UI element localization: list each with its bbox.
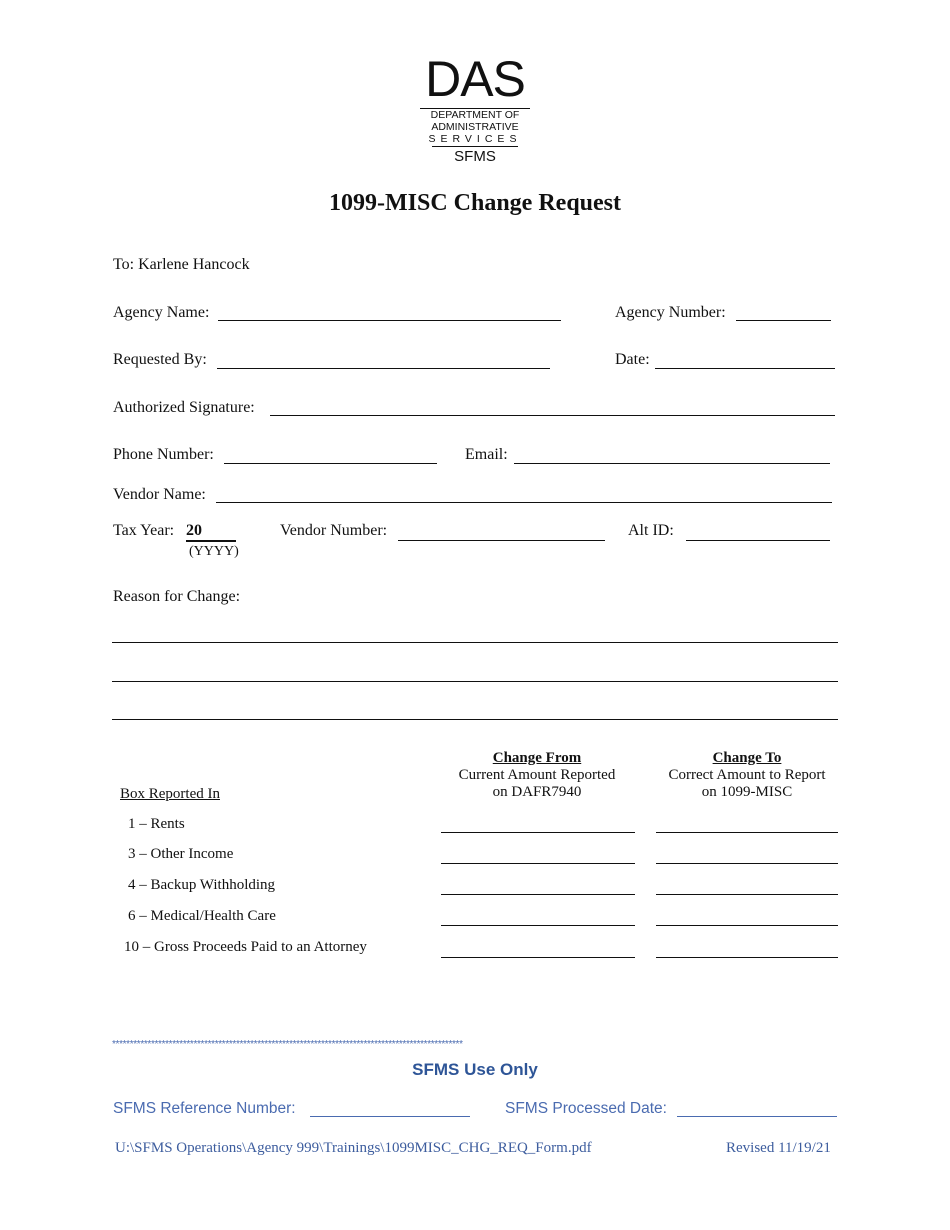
vendor-number-field[interactable] bbox=[398, 540, 605, 541]
change-to-field[interactable] bbox=[656, 894, 838, 895]
change-from-field[interactable] bbox=[441, 832, 635, 833]
logo-line: ADMINISTRATIVE bbox=[431, 121, 519, 133]
change-from-title: Change From bbox=[492, 750, 582, 766]
box-label: 3 – Other Income bbox=[128, 846, 234, 862]
change-from-sub: on DAFR7940 bbox=[492, 784, 582, 800]
agency-name-field[interactable] bbox=[218, 320, 561, 321]
box-label: 6 – Medical/Health Care bbox=[128, 908, 276, 924]
change-to-field[interactable] bbox=[656, 832, 838, 833]
change-to-field[interactable] bbox=[656, 863, 838, 864]
change-from-field[interactable] bbox=[441, 863, 635, 864]
box-label: 1 – Rents bbox=[128, 816, 185, 832]
alt-id-field[interactable] bbox=[686, 540, 830, 541]
change-to-sub: on 1099-MISC bbox=[701, 784, 793, 800]
change-from-header bbox=[437, 750, 637, 801]
sfms-processed-date-field[interactable] bbox=[677, 1116, 837, 1117]
change-to-header bbox=[647, 750, 847, 801]
sfms-reference-field[interactable] bbox=[310, 1116, 470, 1117]
logo-line: DEPARTMENT OF bbox=[420, 108, 530, 121]
alt-id-label: Alt ID: bbox=[628, 522, 674, 539]
reason-line[interactable] bbox=[112, 642, 838, 643]
das-sfms-logo bbox=[420, 50, 530, 166]
change-from-field[interactable] bbox=[441, 925, 635, 926]
box-label: 4 – Backup Withholding bbox=[128, 877, 276, 893]
logo-sfms: SFMS bbox=[432, 146, 518, 166]
tax-year-field[interactable]: 20 bbox=[186, 522, 236, 542]
date-field[interactable] bbox=[655, 368, 835, 369]
tax-year-hint: (YYYY) bbox=[189, 544, 239, 559]
requested-by-label: Requested By: bbox=[113, 351, 207, 368]
vendor-name-label: Vendor Name: bbox=[113, 486, 206, 503]
agency-name-label: Agency Name: bbox=[113, 304, 210, 321]
logo-line: SERVICES bbox=[428, 133, 522, 145]
change-to-title: Change To bbox=[712, 750, 782, 766]
requested-by-field[interactable] bbox=[217, 368, 550, 369]
change-from-field[interactable] bbox=[441, 894, 635, 895]
change-from-field[interactable] bbox=[441, 957, 635, 958]
separator-stars: *************************************************************************************************** bbox=[112, 1039, 463, 1050]
logo-das: DAS bbox=[425, 51, 525, 107]
tax-year-label: Tax Year: bbox=[113, 522, 175, 539]
phone-field[interactable] bbox=[224, 463, 437, 464]
reason-label: Reason for Change: bbox=[113, 588, 241, 605]
page-title: 1099-MISC Change Request bbox=[328, 190, 621, 216]
to-label: To: Karlene Hancock bbox=[113, 256, 250, 273]
agency-number-label: Agency Number: bbox=[615, 304, 726, 321]
change-from-sub: Current Amount Reported bbox=[458, 767, 616, 783]
sfms-reference-label: SFMS Reference Number: bbox=[113, 1100, 296, 1117]
phone-label: Phone Number: bbox=[113, 446, 214, 463]
box-reported-header: Box Reported In bbox=[120, 786, 220, 802]
date-label: Date: bbox=[615, 351, 650, 368]
sfms-processed-date-label: SFMS Processed Date: bbox=[505, 1100, 667, 1117]
vendor-number-label: Vendor Number: bbox=[280, 522, 388, 539]
reason-line[interactable] bbox=[112, 681, 838, 682]
email-field[interactable] bbox=[514, 463, 830, 464]
agency-number-field[interactable] bbox=[736, 320, 831, 321]
email-label: Email: bbox=[465, 446, 508, 463]
vendor-name-field[interactable] bbox=[216, 502, 832, 503]
revised-date: Revised 11/19/21 bbox=[726, 1140, 831, 1156]
change-to-sub: Correct Amount to Report bbox=[668, 767, 826, 783]
authorized-signature-label: Authorized Signature: bbox=[113, 399, 255, 416]
change-to-field[interactable] bbox=[656, 925, 838, 926]
sfms-use-only-heading: SFMS Use Only bbox=[412, 1060, 538, 1079]
box-label: 10 – Gross Proceeds Paid to an Attorney bbox=[124, 939, 367, 955]
reason-line[interactable] bbox=[112, 719, 838, 720]
file-path: U:\SFMS Operations\Agency 999\Trainings\1099MISC_CHG_REQ_Form.pdf bbox=[115, 1140, 592, 1156]
authorized-signature-field[interactable] bbox=[270, 415, 835, 416]
change-to-field[interactable] bbox=[656, 957, 838, 958]
